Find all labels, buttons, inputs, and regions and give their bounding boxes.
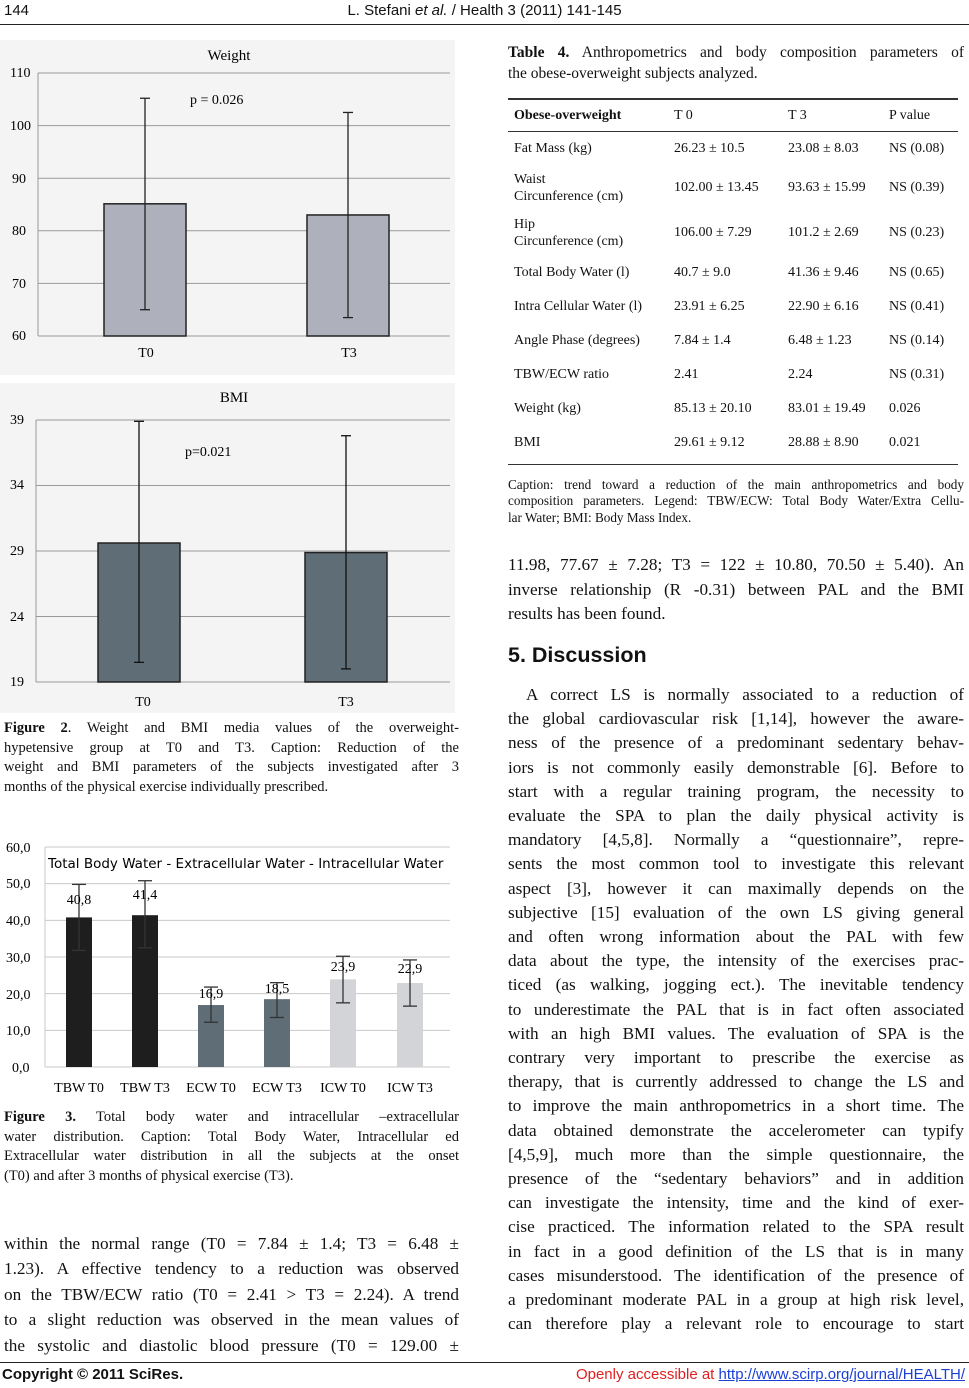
table4-title xyxy=(508,42,964,84)
weight-y-tick: 70 xyxy=(12,277,26,292)
discussion-line: ness of the presence of a predominant sedentary behav- xyxy=(508,733,964,753)
table-cell: 23.08 ± 8.03 xyxy=(788,140,859,156)
water-y-tick: 40,0 xyxy=(6,914,31,929)
table-cell: Waist Circunference (cm) xyxy=(514,171,624,204)
table4-header: T 3 xyxy=(788,107,807,123)
table-row xyxy=(508,391,958,425)
bmi-y-tick: 39 xyxy=(10,413,24,428)
table-cell: 40.7 ± 9.0 xyxy=(674,264,731,280)
table-row xyxy=(508,425,958,459)
table-cell: 2.41 xyxy=(674,366,699,382)
table4-title-line: Anthropometrics and body composition parameters of xyxy=(569,44,964,61)
discussion-line: start with a regular training program, the necessity to xyxy=(508,781,964,801)
discussion-heading: 5. Discussion xyxy=(508,643,647,667)
discussion-line: aspect [3], however it can maximally depends on the xyxy=(508,878,964,898)
table-cell: 102.00 ± 13.45 xyxy=(674,180,759,195)
bmi-x-tick: T3 xyxy=(338,695,354,710)
table4-header: Obese-overweight xyxy=(514,107,622,123)
table4 xyxy=(508,100,958,459)
discussion-line: in fact in a good definition of the LS that is in many xyxy=(508,1241,964,1261)
table-cell: 22.90 ± 6.16 xyxy=(788,298,859,314)
weight-y-tick: 110 xyxy=(10,66,31,81)
table-cell: Weight (kg) xyxy=(514,400,581,416)
body-line: inverse relationship (R -0.31) between PAL and the BMI xyxy=(508,579,964,599)
table-row xyxy=(508,323,958,357)
table-cell: NS (0.31) xyxy=(889,366,945,382)
discussion-line: data about the type, the intensity of the exercises prac- xyxy=(508,951,964,971)
discussion-line: subjective [15] evaluation of the own LS giving general xyxy=(508,902,964,922)
weight-chart xyxy=(0,40,455,375)
table4-label: Table 4. xyxy=(508,44,570,61)
bmi-y-tick: 34 xyxy=(10,478,24,493)
table-cell: NS (0.08) xyxy=(889,140,945,156)
table-cell: 85.13 ± 20.10 xyxy=(674,400,752,416)
table4-header: T 0 xyxy=(674,107,693,123)
bmi-y-tick: 24 xyxy=(10,610,24,625)
body-line: the systolic and diastolic blood pressure (T0 = 129.00 ± xyxy=(4,1335,459,1355)
table-cell: 23.91 ± 6.25 xyxy=(674,298,745,314)
weight-chart-title: Weight xyxy=(207,48,251,64)
water-y-tick: 60,0 xyxy=(6,841,31,856)
water-data-label: 41,4 xyxy=(132,888,158,903)
body-line: 11.98, 77.67 ± 7.28; T3 = 122 ± 10.80, 70.50 ± 5.40). An xyxy=(508,555,964,574)
table-cell: Hip Circunference (cm) xyxy=(514,216,624,249)
body-line: within the normal range (T0 = 7.84 ± 1.4; T3 = 6.48 ± xyxy=(4,1234,459,1253)
figure2-caption-line: . Weight and BMI media values of the overweight- xyxy=(67,720,460,736)
figure2-caption xyxy=(4,719,459,797)
figure3-caption xyxy=(4,1108,459,1186)
discussion-line: can therefore play a relevant role to encourage to start xyxy=(508,1314,964,1334)
water-data-label: 18,5 xyxy=(264,982,290,997)
header-rule xyxy=(0,24,969,25)
table4-header: P value xyxy=(889,107,931,123)
figure2-caption-line: hypetensive group at T0 and T3. Caption: Reduction of the xyxy=(4,739,459,756)
water-y-tick: 50,0 xyxy=(6,877,31,892)
body-line: 1.23). A effective tendency to a reduction was observed xyxy=(4,1259,459,1279)
discussion-line: presence of the “sedentary behaviors” and in addition xyxy=(508,1169,964,1189)
table-row xyxy=(508,289,958,323)
running-title-authors: L. Stefani xyxy=(347,2,415,19)
table4-title-line: the obese-overweight subjects analyzed. xyxy=(508,65,758,82)
discussion-line: [4,5,9], much more than the simple questionnaire, the xyxy=(508,1144,964,1164)
table4-caption-line: Caption: trend toward a reduction of the main anthropometrics and body xyxy=(508,477,964,492)
table-cell: 6.48 ± 1.23 xyxy=(788,332,852,348)
bmi-chart-title: BMI xyxy=(219,390,249,406)
table-cell: Intra Cellular Water (l) xyxy=(514,298,643,314)
left-body-text xyxy=(4,1231,459,1358)
water-chart xyxy=(0,836,455,1100)
table-cell: 7.84 ± 1.4 xyxy=(674,332,731,348)
discussion-line: cases misunderstood. The identification of the presence of xyxy=(508,1265,964,1285)
table-cell: NS (0.14) xyxy=(889,332,945,348)
right-body-text xyxy=(508,553,964,627)
water-y-tick: 30,0 xyxy=(6,951,31,966)
bmi-y-tick: 19 xyxy=(10,675,24,690)
water-data-label: 23,9 xyxy=(330,960,356,975)
water-x-tick: ECW T0 xyxy=(186,1081,236,1096)
table-cell: TBW/ECW ratio xyxy=(514,366,609,382)
table-cell: BMI xyxy=(514,434,541,450)
water-data-label: 16,9 xyxy=(198,987,224,1002)
running-title-etal: et al. xyxy=(415,2,448,19)
discussion-line: sents the most common tool to investigate this relevant xyxy=(508,854,964,874)
water-x-tick: TBW T3 xyxy=(120,1081,170,1096)
body-line: results has been found. xyxy=(508,604,666,623)
table-cell: 83.01 ± 19.49 xyxy=(788,400,866,416)
running-title xyxy=(0,2,969,19)
water-y-tick: 0,0 xyxy=(12,1061,30,1076)
table-row xyxy=(508,131,958,165)
water-x-tick: ICW T0 xyxy=(320,1081,366,1096)
discussion-line: a predominant moderate PAL in a group at high risk level, xyxy=(508,1290,964,1310)
figure3-caption-line: (T0) and after 3 months of physical exercise (T3). xyxy=(4,1167,294,1184)
table-cell: 41.36 ± 9.46 xyxy=(788,264,859,280)
weight-y-tick: 60 xyxy=(12,329,26,344)
water-data-label: 22,9 xyxy=(397,962,423,977)
table-cell: 29.61 ± 9.12 xyxy=(674,434,745,450)
discussion-line: cise practiced. The information related to the SPA result xyxy=(508,1217,964,1237)
table-cell: 93.63 ± 15.99 xyxy=(788,180,866,195)
discussion-line: mandatory [4,5,8]. Normally a “questionnaire”, repre- xyxy=(508,830,964,850)
footer-copyright: Copyright © 2011 SciRes. xyxy=(2,1366,184,1383)
discussion-line: iors is not commonly easily demonstrable [6]. Before to xyxy=(508,757,964,777)
bmi-p-value: p=0.021 xyxy=(185,445,232,460)
table-cell: 2.24 xyxy=(788,366,813,382)
discussion-line: the global cardiovascular risk [1,14], however the aware- xyxy=(508,709,964,729)
table-cell: 101.2 ± 2.69 xyxy=(788,225,859,240)
table-row xyxy=(508,255,958,289)
table-cell: NS (0.41) xyxy=(889,298,945,314)
water-x-tick: ECW T3 xyxy=(252,1081,302,1096)
table-row xyxy=(508,210,958,255)
table-row xyxy=(508,357,958,391)
table-row xyxy=(508,165,958,210)
discussion-line: evaluate the SPA to plan the daily physical activity is xyxy=(508,806,964,826)
discussion-line: A correct LS is normally associated to a reduction of xyxy=(526,685,964,704)
body-line: on the TBW/ECW ratio (T0 = 2.41 > T3 = 2.24). A trend xyxy=(4,1284,459,1304)
figure2-caption-line: weight and BMI parameters of the subjects investigated after 3 xyxy=(4,759,459,776)
discussion-line: and often wrong information about the PAL with few xyxy=(508,927,964,947)
table-cell: Total Body Water (l) xyxy=(514,264,630,280)
table-cell: 0.026 xyxy=(889,400,921,416)
water-y-tick: 20,0 xyxy=(6,988,31,1003)
discussion-line: data obtained demonstrate the accelerometer can typify xyxy=(508,1120,964,1140)
water-y-tick: 10,0 xyxy=(6,1024,31,1039)
table-cell: 0.021 xyxy=(889,434,921,450)
water-x-tick: TBW T0 xyxy=(54,1081,104,1096)
weight-p-value: p = 0.026 xyxy=(190,93,244,108)
discussion-line: with an high BMI values. The evaluation of SPA is the xyxy=(508,1023,964,1043)
table4-caption-line: composition parameters. Legend: TBW/ECW: Total Body Water/Extra Cellu- xyxy=(508,493,964,509)
table-cell: NS (0.23) xyxy=(889,225,945,240)
table-cell: 106.00 ± 7.29 xyxy=(674,225,752,240)
water-chart-title: Total Body Water - Extracellular Water - Intracellular Water xyxy=(48,856,444,872)
journal-url-link[interactable]: http://www.scirp.org/journal/HEALTH/ xyxy=(718,1366,965,1383)
table-cell: 28.88 ± 8.90 xyxy=(788,434,859,450)
running-title-journal: / Health 3 (2011) 141-145 xyxy=(447,2,622,19)
table4-bottom-rule xyxy=(508,464,958,465)
discussion-line: to underestimate the PAL that is in fact often associated xyxy=(508,999,964,1019)
body-line: to a slight reduction was observed in the mean values of xyxy=(4,1310,459,1330)
water-data-label: 40,8 xyxy=(66,893,92,908)
table-cell: 26.23 ± 10.5 xyxy=(674,140,745,156)
table4-caption-line: lar Water; BMI: Body Mass Index. xyxy=(508,509,692,525)
discussion-line: ticed (as walking, jogging ect.). The inevitable tendency xyxy=(508,975,964,995)
figure3-caption-label: Figure 3. xyxy=(4,1109,76,1125)
figure3-caption-line: water distribution. Caption: Total Body Water, Intracellular ed xyxy=(4,1128,459,1145)
water-x-tick: ICW T3 xyxy=(387,1081,433,1096)
footer-rule xyxy=(0,1362,969,1363)
page-number: 144 xyxy=(4,2,30,19)
footer-open-access-prefix: Openly accessible at xyxy=(575,1366,719,1383)
footer-open-access xyxy=(576,1366,965,1383)
figure2-caption-line: months of the physical exercise individually prescribed. xyxy=(4,778,329,795)
weight-y-tick: 100 xyxy=(10,119,31,134)
figure3-caption-line: Extracellular water distribution in all the subjects at the onset xyxy=(4,1148,459,1165)
discussion-line: therapy, that is currently addressed to change the LS and xyxy=(508,1072,964,1092)
weight-x-tick: T0 xyxy=(138,346,154,361)
table-cell: NS (0.65) xyxy=(889,264,945,280)
bmi-x-tick: T0 xyxy=(135,695,151,710)
figure2-caption-label: Figure 2 xyxy=(4,720,68,736)
figure3-caption-line: Total body water and intracellular –extracellular xyxy=(75,1109,459,1125)
weight-y-tick: 80 xyxy=(12,224,26,239)
table-cell: Angle Phase (degrees) xyxy=(514,332,640,348)
weight-y-tick: 90 xyxy=(12,172,26,187)
bmi-chart xyxy=(0,383,455,713)
discussion-line: to improve the main anthropometrics in a short time. The xyxy=(508,1096,964,1116)
table4-header-row xyxy=(508,100,958,131)
bmi-y-tick: 29 xyxy=(10,544,24,559)
table-cell: NS (0.39) xyxy=(889,180,945,195)
table4-caption xyxy=(508,477,964,526)
discussion-line: contrary very important to prescribe the exercise as xyxy=(508,1048,964,1068)
discussion-line: can investigate the intensity, time and the kind of exer- xyxy=(508,1193,964,1213)
weight-x-tick: T3 xyxy=(341,346,357,361)
discussion-body xyxy=(508,683,964,1336)
table-cell: Fat Mass (kg) xyxy=(514,140,592,156)
